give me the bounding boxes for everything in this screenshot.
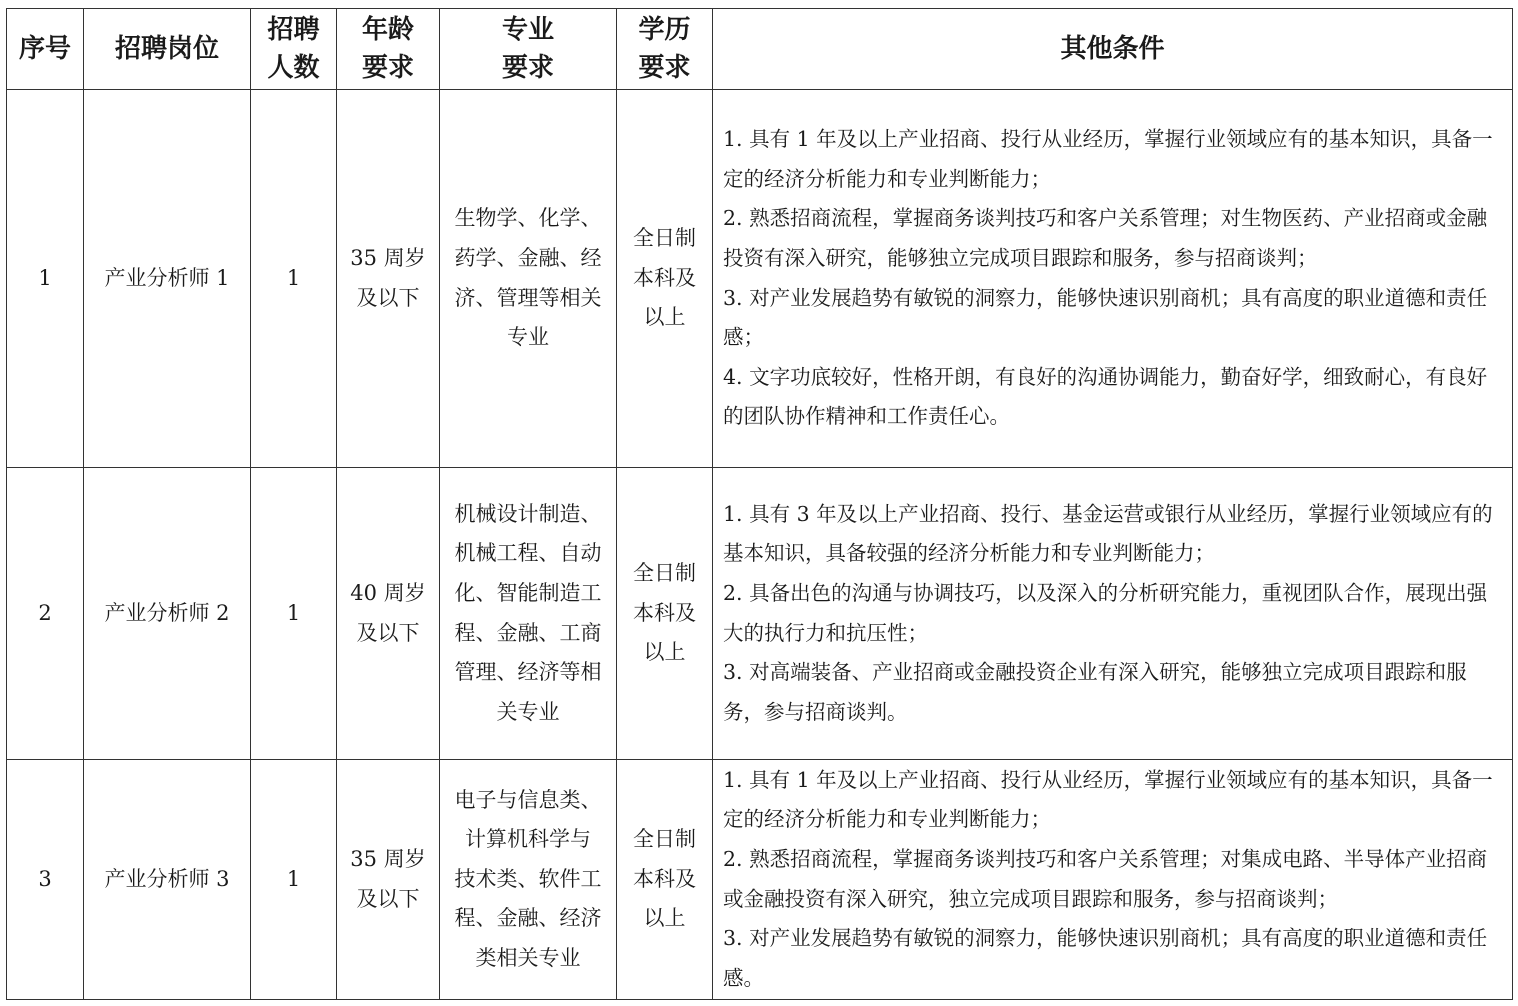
cell-education — [617, 90, 713, 468]
condition-item: 3. 对产业发展趋势有敏锐的洞察力，能够快速识别商机；具有高度的职业道德和责任感； — [723, 285, 1488, 350]
cell-age — [337, 468, 440, 760]
cell-count: 1 — [251, 90, 337, 468]
cell-conditions — [713, 468, 1513, 760]
header-count-line: 招聘 — [267, 15, 320, 45]
cell-position: 产业分析师 3 — [84, 760, 251, 1000]
age-line: 35 周岁 — [350, 245, 426, 270]
major-line: 济、管理等相关 — [454, 285, 602, 310]
condition-item: 2. 熟悉招商流程，掌握商务谈判技巧和客户关系管理；对生物医药、产业招商或金融投资有深入研究，能够独立完成项目跟踪和服务，参与招商谈判； — [723, 206, 1488, 270]
cell-index: 1 — [7, 90, 84, 468]
header-row — [7, 9, 1513, 90]
condition-item: 1. 具有 1 年及以上产业招商、投行从业经历，掌握行业领域应有的基本知识，具备一定的经济分析能力和专业判断能力； — [723, 767, 1493, 832]
age-line: 40 周岁 — [350, 580, 426, 605]
major-line: 电子与信息类、 — [454, 787, 602, 812]
header-education-line: 要求 — [638, 53, 691, 83]
cell-count: 1 — [251, 468, 337, 760]
cell-age — [337, 760, 440, 1000]
education-line: 全日制 — [633, 827, 696, 852]
header-major-line: 要求 — [501, 53, 554, 83]
condition-item: 4. 文字功底较好，性格开朗，有良好的沟通协调能力，勤奋好学，细致耐心，有良好的团队协作精神和工作责任心。 — [723, 364, 1488, 429]
condition-item: 1. 具有 3 年及以上产业招商、投行、基金运营或银行从业经历，掌握行业领域应有的基本知识，具备较强的经济分析能力和专业判断能力； — [723, 501, 1493, 566]
header-age-line: 年龄 — [361, 15, 414, 45]
education-line: 本科及 — [633, 600, 696, 625]
table-row — [7, 468, 1513, 760]
header-count — [251, 9, 337, 90]
major-line: 程、金融、经济 — [454, 906, 602, 931]
header-position: 招聘岗位 — [84, 9, 251, 90]
major-line: 药学、金融、经 — [454, 245, 602, 270]
major-line: 化、智能制造工 — [454, 580, 602, 605]
cell-index: 2 — [7, 468, 84, 760]
cell-major — [440, 90, 617, 468]
header-education-line: 学历 — [638, 15, 691, 45]
condition-item: 2. 熟悉招商流程，掌握商务谈判技巧和客户关系管理；对集成电路、半导体产业招商或金融投资有深入研究，独立完成项目跟踪和服务，参与招商谈判； — [723, 846, 1488, 911]
condition-item: 2. 具备出色的沟通与协调技巧，以及深入的分析研究能力，重视团队合作，展现出强大的执行力和抗压性； — [723, 580, 1488, 645]
major-line: 关专业 — [496, 699, 560, 724]
recruitment-table-container — [6, 8, 1513, 1000]
cell-education — [617, 468, 713, 760]
cell-major — [440, 760, 617, 1000]
cell-age — [337, 90, 440, 468]
cell-conditions — [713, 90, 1513, 468]
header-major — [440, 9, 617, 90]
age-line: 及以下 — [356, 620, 420, 645]
cell-position: 产业分析师 1 — [84, 90, 251, 468]
major-line: 程、金融、工商 — [454, 620, 602, 645]
major-line: 计算机科学与 — [465, 827, 591, 852]
cell-conditions — [713, 760, 1513, 1000]
education-line: 全日制 — [633, 561, 696, 586]
table-row — [7, 90, 1513, 468]
major-line: 生物学、化学、 — [454, 206, 602, 231]
condition-item: 3. 对高端装备、产业招商或金融投资企业有深入研究，能够独立完成项目跟踪和服务，参与招商谈判。 — [723, 660, 1467, 724]
major-line: 类相关专业 — [475, 945, 581, 970]
header-age-line: 要求 — [361, 53, 414, 83]
header-education — [617, 9, 713, 90]
major-line: 专业 — [507, 325, 549, 350]
education-line: 以上 — [643, 640, 686, 665]
cell-position: 产业分析师 2 — [84, 468, 251, 760]
condition-item: 1. 具有 1 年及以上产业招商、投行从业经历，掌握行业领域应有的基本知识，具备一定的经济分析能力和专业判断能力； — [723, 127, 1493, 191]
age-line: 35 周岁 — [350, 846, 426, 871]
header-major-line: 专业 — [501, 15, 554, 45]
cell-index: 3 — [7, 760, 84, 1000]
header-age — [337, 9, 440, 90]
education-line: 以上 — [643, 305, 686, 330]
header-index: 序号 — [7, 9, 84, 90]
cell-education — [617, 760, 713, 1000]
cell-major — [440, 468, 617, 760]
cell-count: 1 — [251, 760, 337, 1000]
education-line: 以上 — [643, 906, 686, 931]
condition-item: 3. 对产业发展趋势有敏锐的洞察力，能够快速识别商机；具有高度的职业道德和责任感。 — [723, 926, 1488, 990]
education-line: 本科及 — [633, 265, 696, 290]
major-line: 管理、经济等相 — [454, 660, 602, 685]
table-row — [7, 760, 1513, 1000]
age-line: 及以下 — [356, 285, 420, 310]
header-conditions: 其他条件 — [713, 9, 1513, 90]
recruitment-table — [6, 8, 1513, 1000]
education-line: 本科及 — [633, 866, 696, 891]
education-line: 全日制 — [633, 226, 696, 251]
major-line: 机械工程、自动 — [454, 541, 602, 566]
age-line: 及以下 — [356, 886, 420, 911]
header-count-line: 人数 — [267, 53, 320, 83]
major-line: 机械设计制造、 — [454, 501, 602, 526]
major-line: 技术类、软件工 — [454, 866, 602, 891]
